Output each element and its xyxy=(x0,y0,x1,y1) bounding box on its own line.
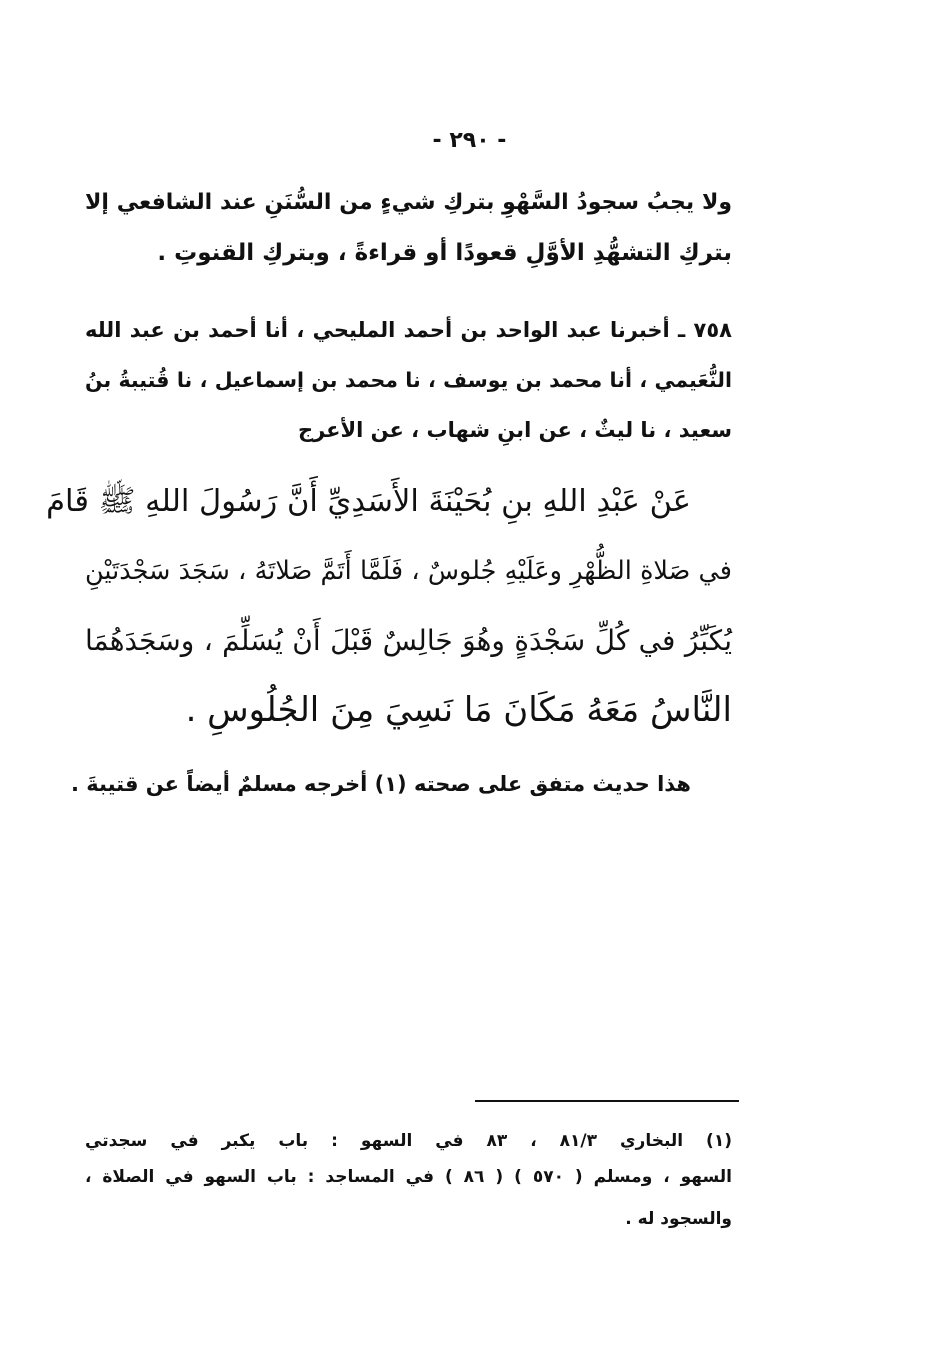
footnote-line-3: والسجود له . xyxy=(625,1209,732,1229)
isnad-line-3: سعيد ، نا ليثٌ ، عن ابنِ شهاب ، عن الأعرج xyxy=(297,418,732,442)
footnote-rule xyxy=(475,1100,739,1102)
isnad-line-1: ٧٥٨ ـ أخبرنا عبد الواحد بن أحمد المليحي ، أنا أحمد بن عبد الله xyxy=(85,318,732,342)
intro-line-2: بتركِ التشهُّدِ الأوَّلِ قعودًا أو قراءةً ، وبتركِ القنوتِ . xyxy=(157,240,732,266)
matn-line-4: النَّاسُ مَعَهُ مَكَانَ مَا نَسِيَ مِنَ الجُلُوسِ . xyxy=(185,690,732,730)
isnad-line-2: النُّعَيمي ، أنا محمد بن يوسف ، نا محمد بن إسماعيل ، نا قُتيبةُ بنُ xyxy=(85,368,732,392)
footnote-line-2: السهو ، ومسلم ( ٥٧٠ ) ( ٨٦ ) في المساجد : باب السهو في الصلاة ، xyxy=(85,1167,732,1187)
matn-line-1: عَنْ عَبْدِ اللهِ بنِ بُحَيْنَةَ الأَسَدِيِّ أَنَّ رَسُولَ اللهِ ﷺ قَامَ xyxy=(46,484,691,519)
hadith-note: هذا حديث متفق على صحته (١) أخرجه مسلمٌ أيضاً عن قتيبةَ . xyxy=(70,772,691,796)
matn-line-3: يُكَبِّرُ في كُلِّ سَجْدَةٍ وهُوَ جَالِسٌ قَبْلَ أَنْ يُسَلِّمَ ، وسَجَدَهُمَا xyxy=(85,624,732,657)
intro-line-1: ولا يجبُ سجودُ السَّهْوِ بتركِ شيءٍ من السُّنَنِ عند الشافعي إلا xyxy=(85,190,732,215)
footnote-line-1: (١) البخاري ٨١/٣ ، ٨٣ في السهو : باب يكبر في سجدتي xyxy=(85,1131,732,1151)
matn-line-2: في صَلاةِ الظُّهْرِ وعَلَيْهِ جُلوسٌ ، فَلَمَّا أَتَمَّ صَلاتَهُ ، سَجَدَ سَجْدَتَيْنِ xyxy=(85,556,732,586)
page-number: - ٢٩٠ - xyxy=(432,128,507,153)
